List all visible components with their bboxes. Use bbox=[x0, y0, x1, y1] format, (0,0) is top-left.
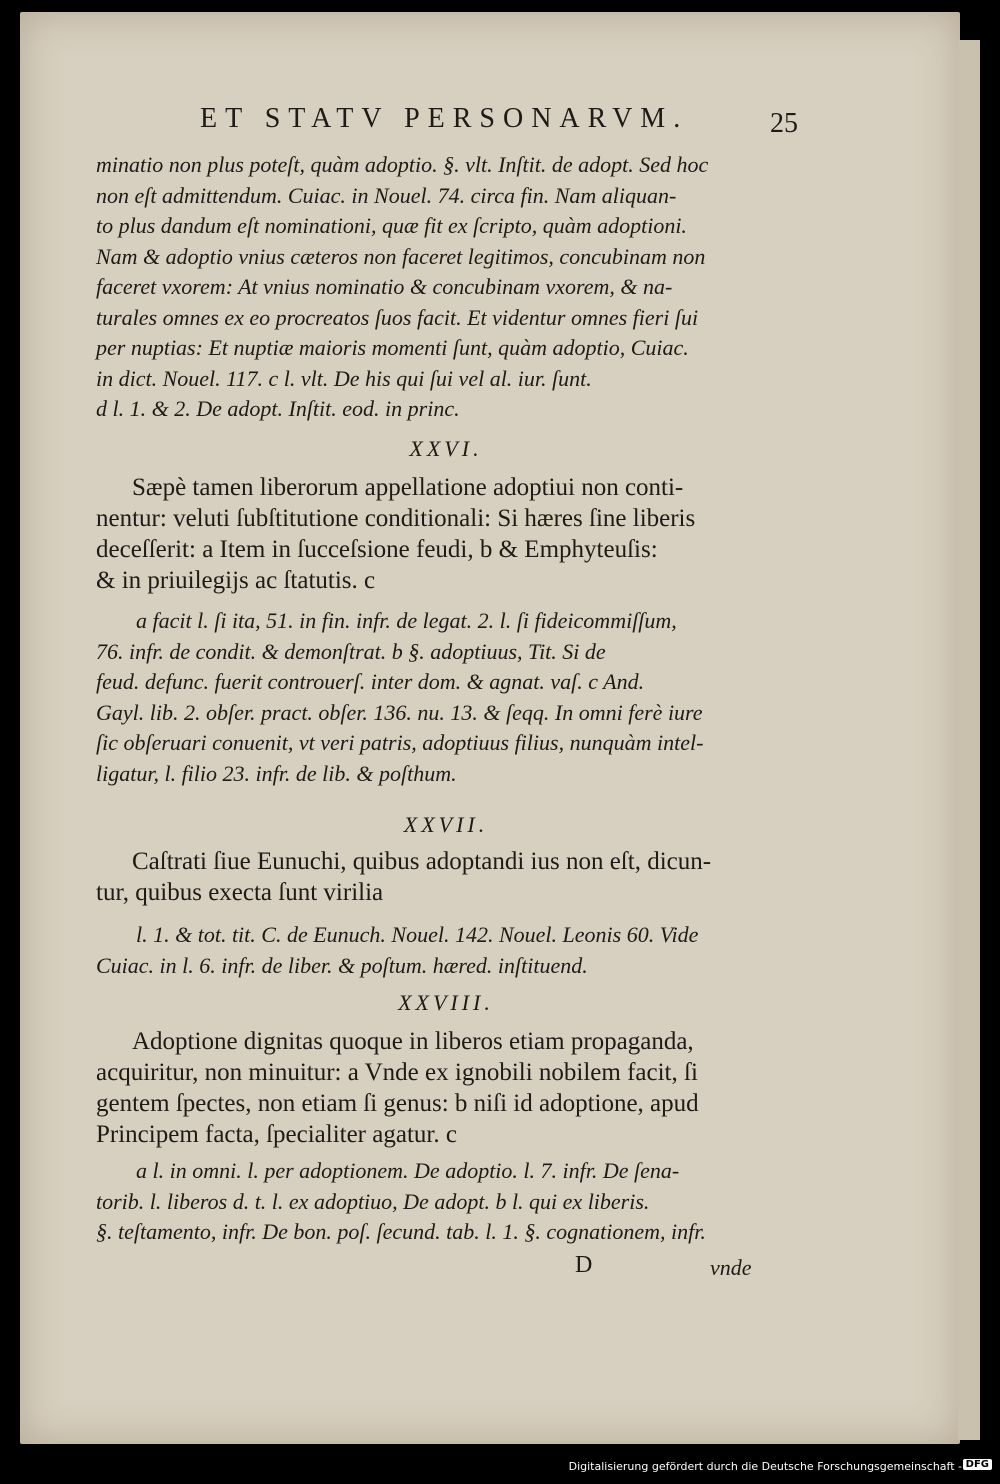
note-line: Gayl. lib. 2. obſer. pract. obſer. 136. nu. 13. & ſeqq. In omni ferè iure bbox=[96, 699, 703, 725]
section-notes-xxviii bbox=[96, 1156, 796, 1248]
note-line: in dict. Nouel. 117. c l. vlt. De his qui ſui vel al. iur. ſunt. bbox=[96, 365, 592, 391]
body-line: & in priuilegijs ac ſtatutis. c bbox=[96, 567, 376, 594]
note-line: minatio non plus poteſt, quàm adoptio. §. vlt. Inſtit. de adopt. Sed hoc bbox=[96, 152, 709, 177]
body-line: gentem ſpectes, non etiam ſi genus: b niſi id adoptione, apud bbox=[96, 1090, 699, 1117]
body-line: Principem facta, ſpecialiter agatur. c bbox=[96, 1121, 457, 1148]
note-line: per nuptias: Et nuptiæ maioris momenti ſunt, quàm adoptio, Cuiac. bbox=[96, 335, 689, 360]
section-heading-xxvi: XXVI. bbox=[409, 436, 483, 461]
footer-credit: Digitalisierung gefördert durch die Deutsche Forschungsgemeinschaft - bbox=[568, 1460, 962, 1473]
body-line: Sæpè tamen liberorum appellatione adoptiui non conti- bbox=[132, 474, 684, 501]
body-line: tur, quibus execta ſunt virilia bbox=[96, 879, 384, 906]
note-line: 76. infr. de condit. & demonſtrat. b §. adoptiuus, Tit. Si de bbox=[96, 638, 606, 664]
body-line: deceſſerit: a Item in ſucceſsione feudi, b & Emphyteuſis: bbox=[96, 536, 658, 563]
note-line: §. teſtamento, infr. De bon. poſ. ſecund. tab. l. 1. §. cognationem, infr. bbox=[96, 1219, 706, 1244]
note-line: a facit l. ſi ita, 51. in fin. infr. de legat. 2. l. ſi fideicommiſſum, bbox=[136, 608, 677, 633]
note-line: Cuiac. in l. 6. infr. de liber. & poſtum. hæred. inſtituend. bbox=[96, 952, 588, 978]
catchword: vnde bbox=[710, 1255, 752, 1280]
body-line: acquiritur, non minuitur: a Vnde ex ignobili nobilem facit, ſi bbox=[96, 1059, 698, 1086]
section-notes-xxvi bbox=[96, 606, 796, 789]
dfg-logo-icon: DFG bbox=[963, 1459, 992, 1470]
section-body-xxviii bbox=[96, 1026, 796, 1150]
body-line: Adoptione dignitas quoque in liberos etiam propaganda, bbox=[132, 1028, 694, 1055]
section-heading-xxviii: XXVIII. bbox=[398, 990, 494, 1015]
note-line: to plus dandum eſt nominationi, quæ fit ex ſcripto, quàm adoptioni. bbox=[96, 213, 687, 238]
section-body-xxvi bbox=[96, 472, 796, 596]
section-notes-xxvii bbox=[96, 920, 796, 981]
body-line: Caſtrati ſiue Eunuchi, quibus adoptandi ius non eſt, dicun- bbox=[132, 848, 712, 875]
note-line: ſic obſeruari conuenit, vt veri patris, adoptiuus filius, nunquàm intel- bbox=[96, 730, 704, 755]
body-line: nentur: veluti ſubſtitutione conditionali: Si hæres ſine liberis bbox=[96, 505, 696, 532]
page-number: 25 bbox=[770, 108, 798, 139]
section-heading-xxvii: XXVII. bbox=[403, 812, 489, 837]
running-head: ET STATV PERSONARVM. bbox=[200, 103, 689, 134]
opening-note bbox=[96, 150, 796, 425]
note-line: d l. 1. & 2. De adopt. Inſtit. eod. in princ. bbox=[96, 396, 460, 421]
note-line: turales omnes ex eo procreatos ſuos facit. Et videntur omnes fieri ſui bbox=[96, 304, 699, 330]
section-body-xxvii bbox=[96, 846, 796, 908]
note-line: ligatur, l. filio 23. infr. de lib. & poſthum. bbox=[96, 760, 457, 786]
note-line: non eſt admittendum. Cuiac. in Nouel. 74. circa fin. Nam aliquan- bbox=[96, 182, 677, 208]
note-line: feud. defunc. fuerit controuerſ. inter dom. & agnat. vaſ. c And. bbox=[96, 669, 645, 694]
note-line: faceret vxorem: At vnius nominatio & concubinam vxorem, & na- bbox=[96, 274, 673, 299]
signature-mark: D bbox=[575, 1252, 593, 1278]
page-edge bbox=[958, 40, 980, 1440]
note-line: torib. l. liberos d. t. l. ex adoptiuo, De adopt. b l. qui ex liberis. bbox=[96, 1188, 650, 1214]
note-line: l. 1. & tot. tit. C. de Eunuch. Nouel. 142. Nouel. Leonis 60. Vide bbox=[136, 922, 699, 947]
note-line: a l. in omni. l. per adoptionem. De adoptio. l. 7. infr. De ſena- bbox=[136, 1158, 680, 1183]
note-line: Nam & adoptio vnius cæteros non faceret legitimos, concubinam non bbox=[96, 243, 706, 269]
